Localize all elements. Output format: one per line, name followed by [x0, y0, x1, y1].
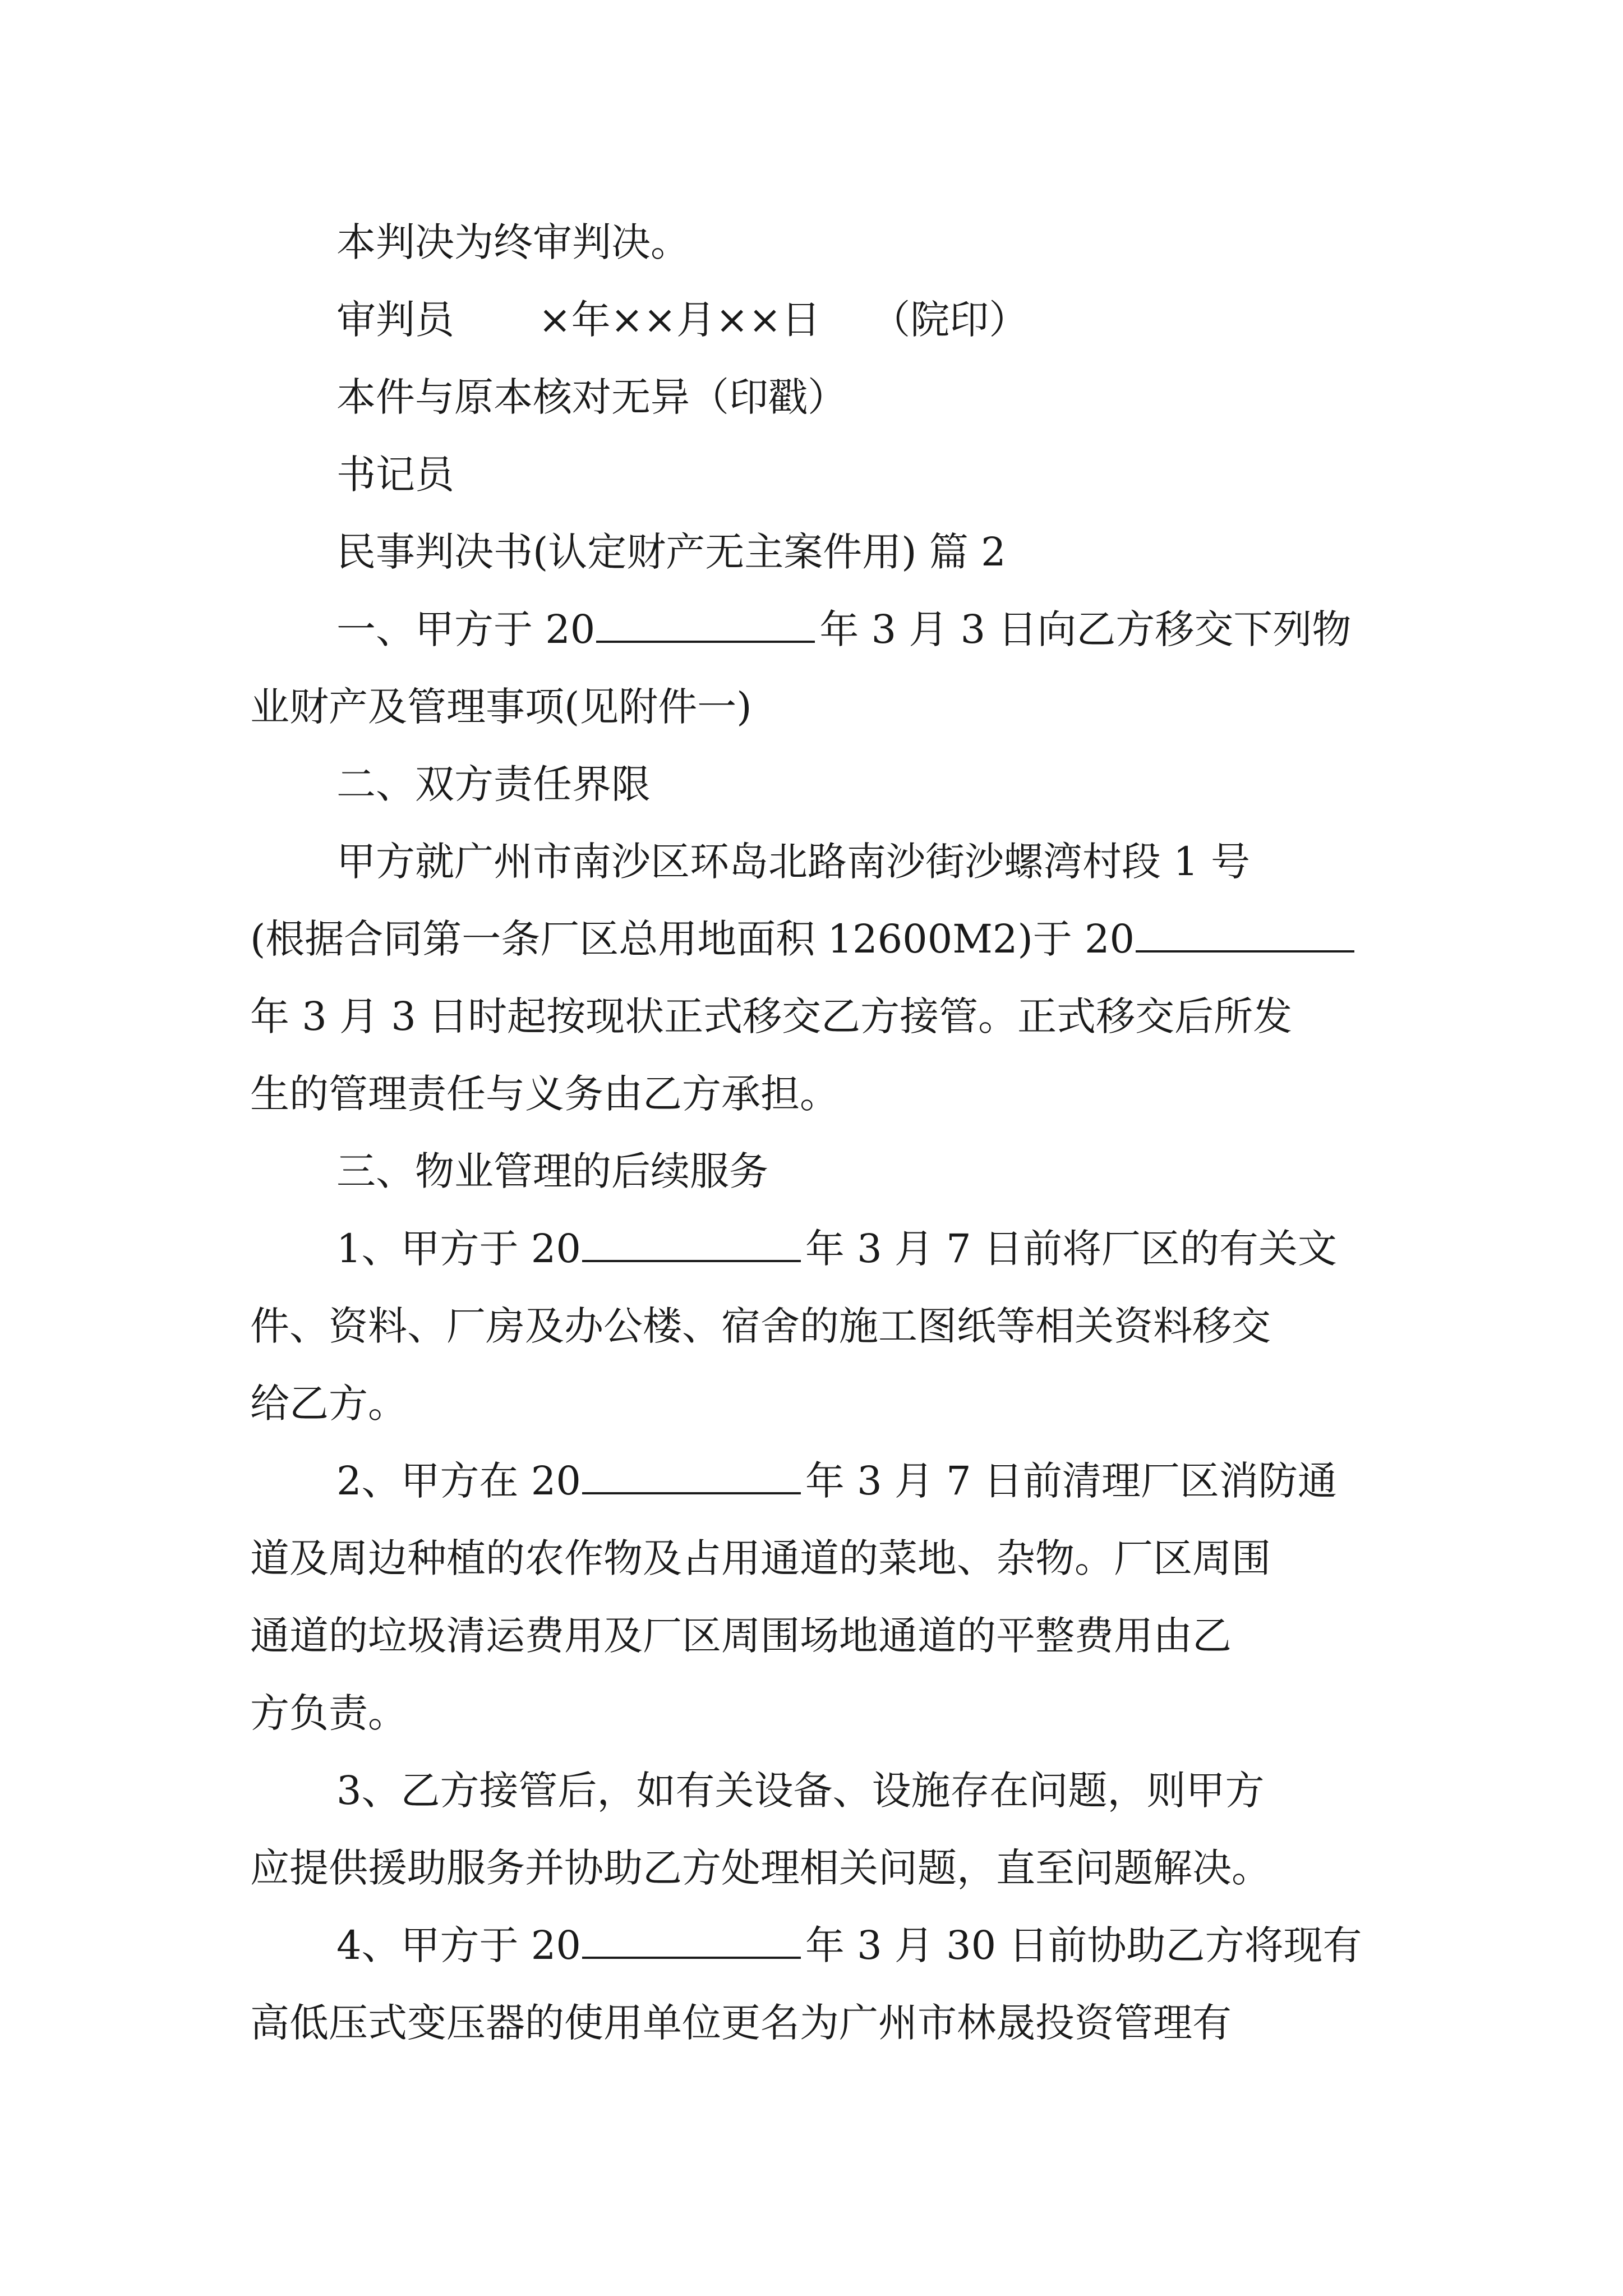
- paragraph-line: [250, 1530, 1271, 1586]
- paragraph-line: [250, 988, 1292, 1045]
- verified-copy-text: 本件与原本核对无异（印戳）: [336, 374, 847, 420]
- paragraph-line: [250, 911, 1359, 967]
- paragraph-line: [250, 1066, 839, 1122]
- blank-underline: [582, 1225, 801, 1262]
- text-span: 年 3 月 3 日向乙方移交下列物: [819, 606, 1352, 652]
- text-span: 二、双方责任界限: [336, 761, 651, 807]
- text-span: 一、甲方于 20: [336, 606, 596, 652]
- blank-underline: [582, 1457, 801, 1494]
- paragraph-line: [250, 1375, 407, 1432]
- paragraph-line: [336, 1143, 768, 1199]
- paragraph-line: [336, 1221, 1337, 1277]
- text-span: 4、甲方于 20: [336, 1922, 581, 1968]
- blank-underline: [596, 606, 815, 643]
- text-span: 3、乙方接管后，如有关设备、设施存在问题，则甲方: [336, 1768, 1265, 1814]
- text-span: 甲方就广州市南沙区环岛北路南沙街沙螺湾村段 1 号: [336, 839, 1251, 885]
- text-span: 道及周边种植的农作物及占用通道的菜地、杂物。厂区周围: [250, 1535, 1271, 1581]
- paragraph-line: [336, 1453, 1337, 1509]
- text-span: 高低压式变压器的使用单位更名为广州市林晟投资管理有: [250, 2000, 1232, 2046]
- judge-label: 审判员: [336, 297, 454, 343]
- paragraph-line: [250, 679, 752, 735]
- text-span: 年 3 月 3 日时起按现状正式移交乙方接管。正式移交后所发: [250, 993, 1293, 1039]
- paragraph-line: [336, 601, 1351, 657]
- text-span: (根据合同第一条厂区总用地面积 12600M2)于 20: [250, 916, 1135, 962]
- text-span: 给乙方。: [250, 1381, 407, 1427]
- paragraph-line: [250, 1685, 407, 1741]
- paragraph-line: [250, 1298, 1271, 1354]
- final-judgment-line: [336, 214, 690, 270]
- text-span: 件、资料、厂房及办公楼、宿舍的施工图纸等相关资料移交: [250, 1303, 1271, 1349]
- text-span: 应提供援助服务并协助乙方处理相关问题，直至问题解决。: [250, 1845, 1271, 1891]
- paragraph-line: [336, 1763, 1265, 1819]
- verified-copy-line: [336, 369, 847, 425]
- clerk-label: 书记员: [336, 452, 454, 498]
- blank-underline: [582, 1922, 801, 1959]
- blank-underline: [1136, 915, 1354, 953]
- text-span: 2、甲方在 20: [336, 1458, 581, 1504]
- text-span: 方负责。: [250, 1690, 407, 1736]
- judge-line: [336, 292, 1028, 348]
- section-heading-line: [336, 524, 1006, 580]
- text-span: 1、甲方于 20: [336, 1226, 581, 1272]
- court-seal-note: （院印）: [871, 297, 1029, 343]
- judgment-date: ×年××月××日: [538, 297, 821, 343]
- text-span: 年 3 月 30 日前协助乙方将现有: [805, 1922, 1362, 1968]
- paragraph-line: [336, 1917, 1362, 1973]
- text-span: 业财产及管理事项(见附件一): [250, 684, 752, 730]
- paragraph-line: [336, 756, 651, 812]
- final-judgment-text: 本判决为终审判决。: [336, 219, 690, 265]
- paragraph-line: [250, 1840, 1271, 1896]
- paragraph-line: [250, 1995, 1232, 2051]
- text-span: 年 3 月 7 日前清理厂区消防通: [805, 1458, 1337, 1504]
- paragraph-line: [250, 1608, 1232, 1664]
- paragraph-line: [336, 834, 1250, 890]
- text-span: 通道的垃圾清运费用及厂区周围场地通道的平整费用由乙: [250, 1613, 1232, 1659]
- text-span: 三、物业管理的后续服务: [336, 1148, 768, 1194]
- clerk-line: [336, 447, 454, 503]
- text-span: 生的管理责任与义务由乙方承担。: [250, 1071, 839, 1117]
- section-heading: 民事判决书(认定财产无主案件用) 篇 2: [336, 529, 1006, 575]
- text-span: 年 3 月 7 日前将厂区的有关文: [805, 1226, 1337, 1272]
